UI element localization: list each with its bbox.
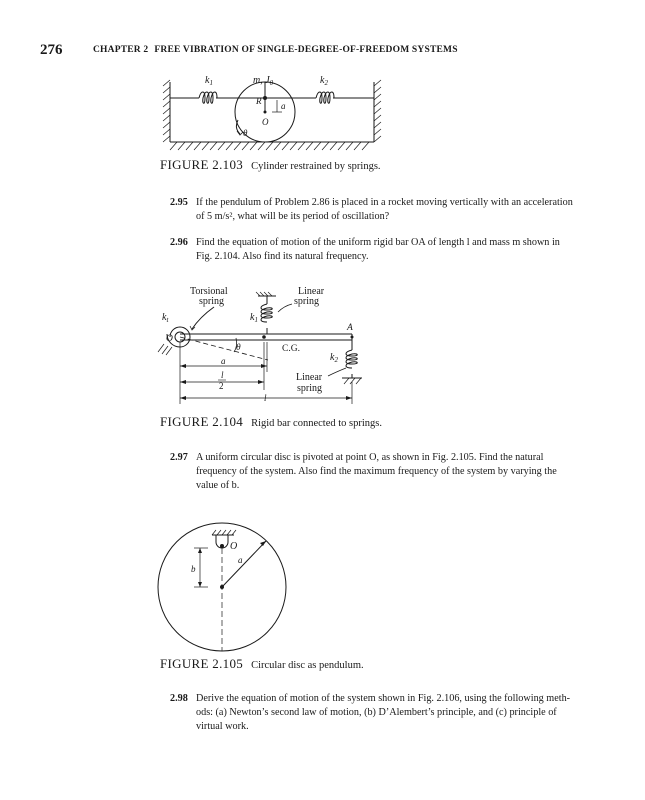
problem-line: ods: (a) Newton’s second law of motion, (b) D’Alembert’s principle, and (c) principle of xyxy=(196,707,557,718)
problem-line: Derive the equation of motion of the system shown in Fig. 2.106, using the following meth- xyxy=(196,693,571,704)
fig104-l2-num: l xyxy=(221,370,224,380)
fig103-theta-label: θ xyxy=(243,128,248,138)
fig104-k1-label: k xyxy=(250,312,255,323)
fig103-O-label: O xyxy=(262,117,269,127)
fig104-linear-label2: spring xyxy=(294,296,319,307)
fig104-linear-bottom-label2: spring xyxy=(297,383,322,394)
problem-line: A uniform circular disc is pivoted at point O, as shown in Fig. 2.105. Find the natural xyxy=(196,452,544,463)
fig104-kt-label: k xyxy=(162,312,167,323)
fig104-linear-bottom-label: Linear xyxy=(296,372,323,383)
fig104-a-label: a xyxy=(221,356,226,366)
fig103-m-label: m, J xyxy=(253,75,270,86)
fig105-b-label: b xyxy=(191,564,196,574)
problem-line: Find the equation of motion of the uniform rigid bar OA of length l and mass m shown in xyxy=(196,237,560,248)
chapter-label: CHAPTER 2 xyxy=(93,45,149,55)
fig104-A-label: A xyxy=(347,323,353,333)
caption-label: FIGURE 2.104 xyxy=(160,414,244,429)
fig104-theta-label: θ xyxy=(236,343,241,353)
problem-2-98 xyxy=(170,692,600,736)
fig103-R-label: R xyxy=(256,96,262,106)
problem-number: 2.96 xyxy=(170,237,188,248)
fig105-a-label: a xyxy=(238,555,243,565)
fig104-cg-label: C.G. xyxy=(282,344,300,354)
caption-text: Cylinder restrained by springs. xyxy=(251,161,381,172)
problem-line: If the pendulum of Problem 2.86 is placed in a rocket moving vertically with an acceleration xyxy=(196,197,573,208)
chapter-title: FREE VIBRATION OF SINGLE-DEGREE-OF-FREEDOM SYSTEMS xyxy=(154,45,458,55)
fig104-k1-sub: 1 xyxy=(254,316,258,324)
fig103-a-label: a xyxy=(281,101,286,111)
problem-line: of 5 m/s², what will be its period of oscillation? xyxy=(196,211,390,222)
problem-number: 2.98 xyxy=(170,693,188,704)
fig104-kt-sub: t xyxy=(166,316,169,324)
fig103-k1-sub: 1 xyxy=(209,79,213,87)
fig104-k2-sub: 2 xyxy=(334,356,338,364)
fig103-k1-label: k xyxy=(205,75,210,86)
figure-2-105-caption xyxy=(160,656,364,672)
fig103-k2-sub: 2 xyxy=(324,79,328,87)
problem-line: virtual work. xyxy=(196,721,249,732)
caption-text: Circular disc as pendulum. xyxy=(251,660,364,671)
fig104-torsional-label: Torsional xyxy=(190,286,228,297)
fig104-k2-label: k xyxy=(330,352,335,363)
fig103-m-sub: 0 xyxy=(269,79,274,87)
page-number: 276 xyxy=(40,42,63,58)
fig105-O-label: O xyxy=(230,541,238,552)
problem-line: value of b. xyxy=(196,480,240,491)
fig104-O-label: O xyxy=(166,334,173,344)
problem-number: 2.97 xyxy=(170,452,188,463)
caption-label: FIGURE 2.103 xyxy=(160,157,244,172)
problem-line: frequency of the system. Also find the maximum frequency of the system by varying the xyxy=(196,466,557,477)
problem-line: Fig. 2.104. Also find its natural frequency. xyxy=(196,251,369,262)
fig103-k2-label: k xyxy=(320,75,325,86)
fig104-torsional-label2: spring xyxy=(199,296,224,307)
fig104-l2-den: 2 xyxy=(219,381,224,391)
fig104-linear-label: Linear xyxy=(298,286,325,297)
problem-number: 2.95 xyxy=(170,197,188,208)
caption-text: Rigid bar connected to springs. xyxy=(251,418,382,429)
fig104-l-label: l xyxy=(264,393,267,403)
caption-label: FIGURE 2.105 xyxy=(160,656,244,671)
